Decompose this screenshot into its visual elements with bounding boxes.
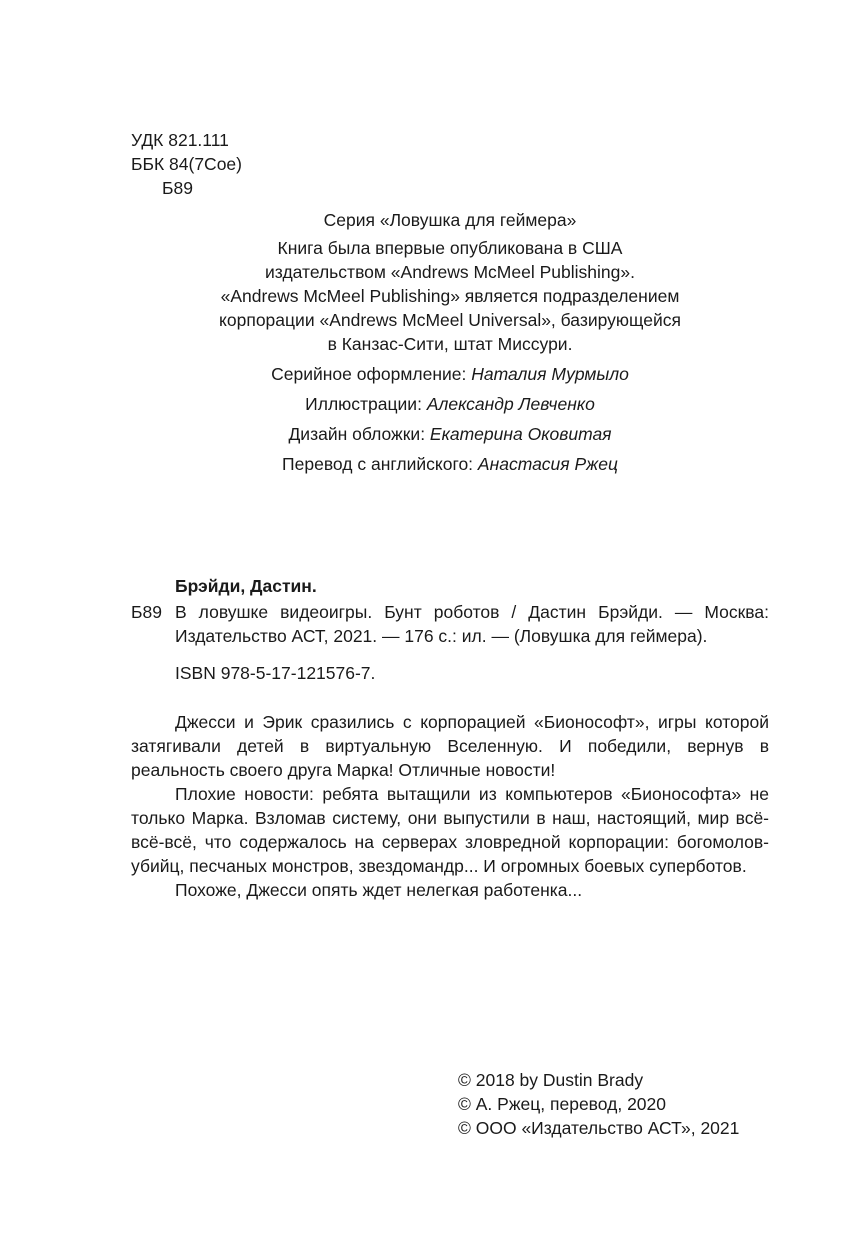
credit-name: Анастасия Ржец xyxy=(477,454,618,474)
publication-note-line: Книга была впервые опубликована в США xyxy=(277,238,623,258)
copyright-line: © А. Ржец, перевод, 2020 xyxy=(458,1094,667,1114)
credit-label: Серийное оформление: xyxy=(271,364,472,384)
annotation-paragraph: Джесси и Эрик сразились с корпорацией «Бионософт», игры которой затягивали детей в виртуальную Вселенную. И победили, вернув в реальность своего друга Марка! Отличные новости! xyxy=(131,712,769,780)
credit-label: Дизайн обложки: xyxy=(288,424,430,444)
publication-note-line: «Andrews McMeel Publishing» является подразделением xyxy=(220,286,680,306)
credit-name: Екатерина Оковитая xyxy=(429,424,612,444)
credit-cover-design xyxy=(100,422,800,446)
annotation xyxy=(131,710,769,902)
publication-note-line: корпорации «Andrews McMeel Universal», базирующейся xyxy=(219,310,681,330)
credits-block xyxy=(100,208,800,482)
catalog-bibliography xyxy=(131,600,769,648)
bbk-code: ББК 84(7Сое) xyxy=(131,154,242,174)
credit-label: Перевод с английского: xyxy=(282,454,478,474)
publication-note-line: издательством «Andrews McMeel Publishing». xyxy=(265,262,635,282)
copyright-block xyxy=(458,1068,778,1140)
catalog-description: В ловушке видеоигры. Бунт роботов / Дастин Брэйди. — Москва: Издательство АСТ, 2021. — 176 с.: ил. — (Ловушка для геймера). xyxy=(175,602,769,646)
author-mark: Б89 xyxy=(162,178,193,198)
publication-note-line: в Канзас-Сити, штат Миссури. xyxy=(327,334,573,354)
udk-code: УДК 821.111 xyxy=(131,130,229,150)
series-line: Серия «Ловушка для геймера» xyxy=(323,210,577,230)
publication-note xyxy=(100,236,800,356)
copyright-line: © 2018 by Dustin Brady xyxy=(458,1070,644,1090)
credit-name: Наталия Мурмыло xyxy=(471,364,629,384)
annotation-paragraph: Плохие новости: ребята вытащили из компьютеров «Бионософта» не только Марка. Взломав систему, они выпустили в наш, настоящий, мир всё-всё-всё, что содержалось на серверах зловредной корпорации: богомолов-убийц, песчаных монстров, звездомандр... И огромных боевых суперботов. xyxy=(131,784,769,876)
credit-label: Иллюстрации: xyxy=(305,394,427,414)
classification-codes xyxy=(131,128,331,200)
catalog-author: Брэйди, Дастин. xyxy=(175,576,317,596)
annotation-paragraph: Похоже, Джесси опять ждет нелегкая работенка... xyxy=(175,880,583,900)
catalog-code: Б89 xyxy=(131,602,162,622)
isbn: ISBN 978-5-17-121576-7. xyxy=(175,663,376,683)
catalog-entry xyxy=(131,574,769,685)
copyright-line: © ООО «Издательство АСТ», 2021 xyxy=(458,1118,740,1138)
credit-name: Александр Левченко xyxy=(426,394,595,414)
credit-translation xyxy=(100,452,800,476)
credit-series-design xyxy=(100,362,800,386)
credit-illustrations xyxy=(100,392,800,416)
